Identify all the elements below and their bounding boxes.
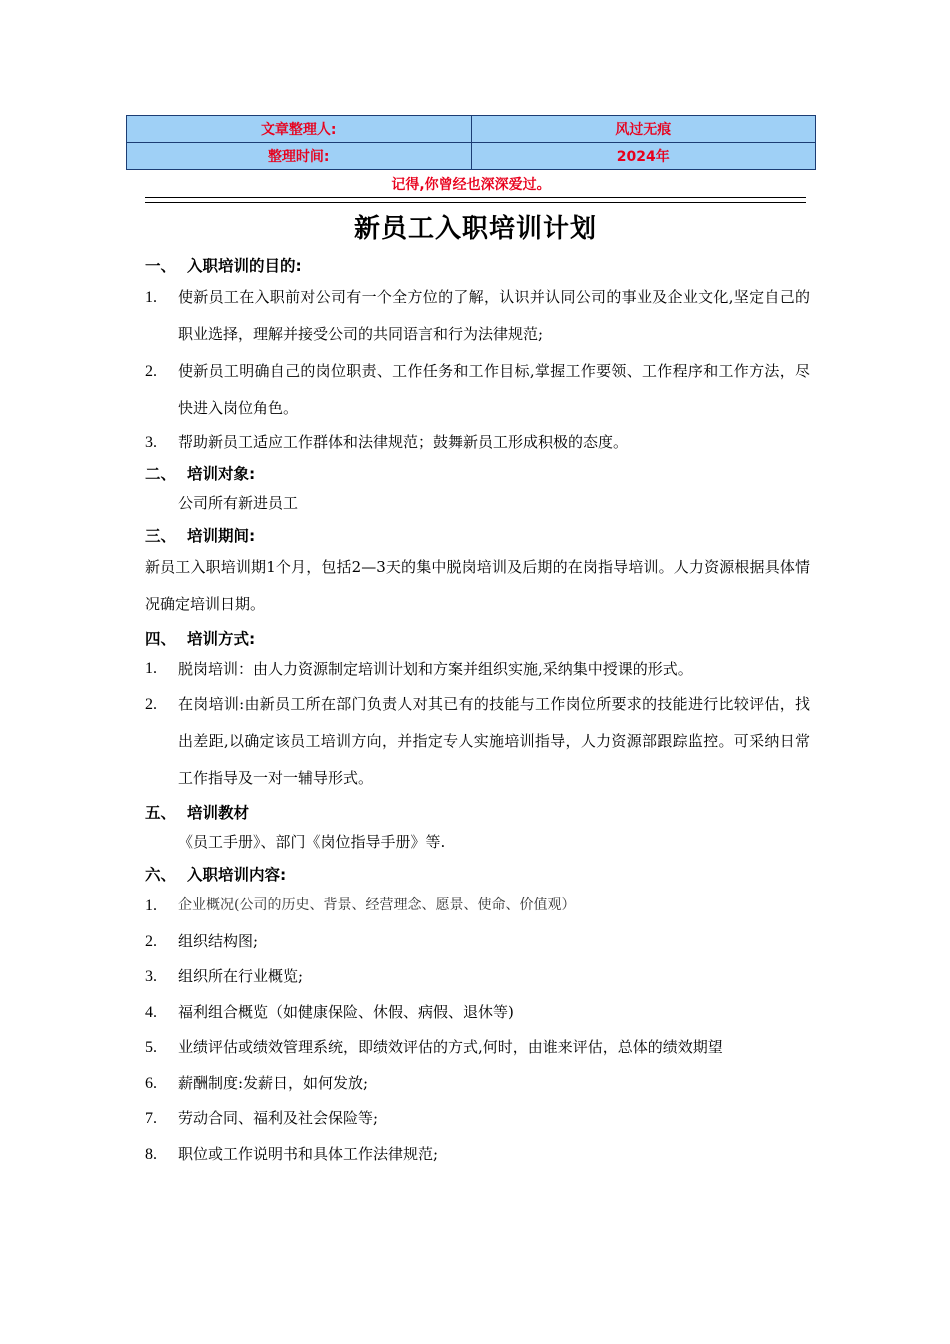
list-text: 在岗培训:由新员工所在部门负责人对其已有的技能与工作岗位所要求的技能进行比较评估，找出差距,以确定该员工培训方向，并指定专人实施培训指导，人力资源部跟踪监控。可采纳日常工作指导及一对一辅导形式。 [178, 695, 810, 787]
organizer-label: 文章整理人: [127, 116, 472, 143]
document-body [145, 250, 810, 1172]
list-item [145, 959, 810, 995]
list-text: 企业概况(公司的历史、背景、经营理念、愿景、使命、价值观） [178, 897, 576, 913]
list-text: 帮助新员工适应工作群体和法律规范；鼓舞新员工形成积极的态度。 [178, 433, 629, 451]
section-heading-audience [145, 461, 810, 487]
time-value: 2024年 [471, 143, 816, 170]
divider-bottom [145, 202, 806, 203]
list-number: 8. [145, 1145, 157, 1163]
section-heading-period [145, 523, 810, 549]
section-heading-method [145, 626, 810, 652]
section-number: 四、 [145, 630, 177, 648]
list-item [145, 279, 810, 353]
motto: 记得,你曾经也深深爱过。 [391, 177, 551, 193]
section-body: 公司所有新进员工 [178, 494, 299, 512]
section-title: 入职培训的目的: [187, 257, 302, 275]
list-item [145, 1137, 810, 1173]
list-item [145, 888, 810, 924]
section-body: 《员工手册》、部门《岗位指导手册》等. [178, 833, 446, 851]
list-text: 组织所在行业概览; [178, 967, 304, 985]
list-item [145, 1066, 810, 1102]
list-number: 1. [145, 897, 157, 914]
list-text: 薪酬制度:发薪日，如何发放; [178, 1073, 369, 1092]
section-number: 五、 [145, 804, 177, 822]
meta-table [126, 115, 816, 170]
list-number: 3. [145, 968, 157, 985]
section-heading-purpose [145, 253, 810, 279]
list-item [145, 995, 810, 1031]
time-row [127, 143, 816, 170]
list-item [145, 924, 810, 960]
section-body: 新员工入职培训期1个月，包括2—3天的集中脱岗培训及后期的在岗指导培训。人力资源根据具体情况确定培训日期。 [145, 558, 810, 613]
list-number: 4. [145, 1003, 157, 1021]
list-text: 使新员工明确自己的岗位职责、工作任务和工作目标,掌握工作要领、工作程序和工作方法，尽快进入岗位角色。 [178, 362, 810, 417]
section-title: 培训方式: [187, 630, 256, 648]
list-number: 5. [145, 1039, 157, 1056]
section-title: 培训教材 [187, 804, 250, 822]
page-title: 新员工入职培训计划 [353, 214, 597, 244]
organizer-row [127, 116, 816, 143]
section-number: 二、 [145, 465, 177, 483]
section-title: 培训期间: [187, 527, 256, 545]
list-text: 组织结构图; [178, 931, 259, 950]
divider-top [145, 197, 806, 198]
list-number: 1. [145, 289, 157, 306]
list-item [145, 427, 810, 458]
organizer-value: 风过无痕 [471, 116, 816, 143]
list-number: 6. [145, 1074, 157, 1092]
section-heading-materials [145, 800, 810, 826]
time-label: 整理时间: [127, 143, 472, 170]
list-text: 福利组合概览（如健康保险、休假、病假、退休等) [178, 1002, 514, 1021]
list-item [145, 686, 810, 797]
list-item [145, 1030, 810, 1066]
list-number: 2. [145, 932, 157, 950]
list-number: 2. [145, 363, 157, 380]
section-title: 培训对象: [187, 465, 256, 483]
list-item [145, 652, 810, 686]
section-number: 六、 [145, 866, 177, 884]
section-heading-content [145, 862, 810, 888]
list-text: 劳动合同、福利及社会保险等; [178, 1109, 379, 1127]
list-text: 脱岗培训：由人力资源制定培训计划和方案并组织实施,采纳集中授课的形式。 [178, 660, 693, 678]
section-title: 入职培训内容: [187, 866, 287, 884]
section-number: 一、 [145, 257, 177, 275]
list-text: 使新员工在入职前对公司有一个全方位的了解，认识并认同公司的事业及企业文化,坚定自己的职业选择，理解并接受公司的共同语言和行为法律规范; [178, 288, 810, 343]
list-number: 1. [145, 660, 157, 677]
list-number: 7. [145, 1110, 157, 1127]
list-number: 3. [145, 434, 157, 451]
list-number: 2. [145, 696, 157, 713]
list-item [145, 1101, 810, 1137]
list-text: 业绩评估或绩效管理系统，即绩效评估的方式,何时，由谁来评估，总体的绩效期望 [178, 1038, 723, 1056]
list-text: 职位或工作说明书和具体工作法律规范; [178, 1144, 439, 1163]
list-item [145, 353, 810, 427]
section-number: 三、 [145, 527, 177, 545]
